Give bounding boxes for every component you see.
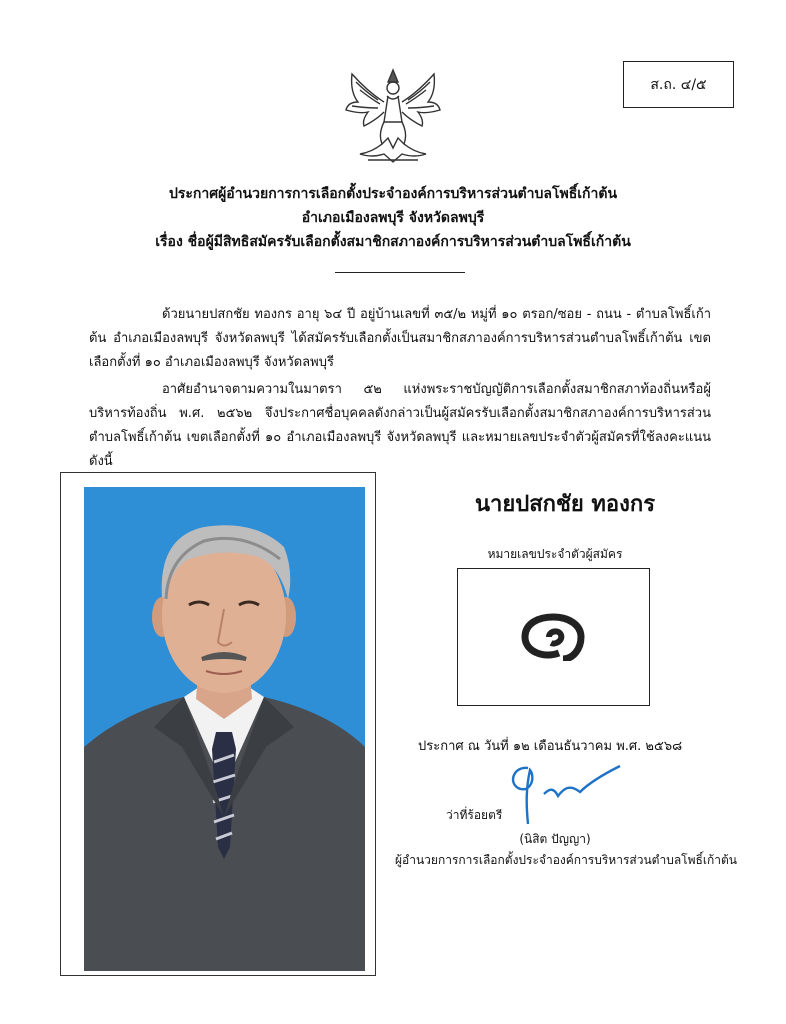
heading-divider xyxy=(335,272,465,273)
form-code-box xyxy=(623,61,734,108)
garuda-emblem-icon xyxy=(338,62,448,170)
candidate-number-container xyxy=(457,568,650,706)
signer-name: (นิสิต ปัญญา) xyxy=(519,832,591,846)
candidate-number xyxy=(519,613,589,661)
signer-rank: ว่าที่ร้อยตรี xyxy=(446,808,503,822)
form-code: ส.ถ. ๔/๕ xyxy=(650,76,707,93)
heading-line-1: ประกาศผู้อำนวยการการเลือกตั้งประจำองค์การบริหารส่วนตำบลโพธิ์เก้าต้น xyxy=(168,186,618,202)
announcement-date: ประกาศ ณ วันที่ ๑๒ เดือนธันวาคม พ.ศ. ๒๕๖๘ xyxy=(418,739,683,754)
candidate-photo xyxy=(84,487,365,971)
signature xyxy=(500,748,630,828)
candidate-name: นายปสกชัย ทองกร xyxy=(474,492,656,517)
heading-line-2: อำเภอเมืองลพบุรี จังหวัดลพบุรี xyxy=(301,210,485,226)
signer-position: ผู้อำนวยการการเลือกตั้งประจำองค์การบริหารส่วนตำบลโพธิ์เก้าต้น xyxy=(395,853,737,867)
body-paragraph-1: ด้วยนายปสกชัย ทองกร อายุ ๖๔ ปี อยู่บ้านเลขที่ ๓๕/๒ หมู่ที่ ๑๐ ตรอก/ซอย - ถนน - ตำบลโพธิ์เก้าต้น อำเภอเมืองลพบุรี จังหวัดลพบุรี ได้สมัครรับเลือกตั้งเป็นสมาชิกสภาองค์การบริหารส่วนตำบลโพธิ์เก้าต้น เขตเลือกตั้งที่ ๑๐ อำเภอเมืองลพบุรี จังหวัดลพบุรี xyxy=(89,307,711,370)
heading-subject: เรื่อง ชื่อผู้มีสิทธิสมัครรับเลือกตั้งสมาชิกสภาองค์การบริหารส่วนตำบลโพธิ์เก้าต้น xyxy=(155,234,631,250)
candidate-number-label: หมายเลขประจำตัวผู้สมัคร xyxy=(487,547,623,561)
body-paragraph-2: อาศัยอำนาจตามความในมาตรา ๕๒ แห่งพระราชบัญญัติการเลือกตั้งสมาชิกสภาท้องถิ่นหรือผู้บริหารท้องถิ่น พ.ศ. ๒๕๖๒ จึงประกาศชื่อบุคคลดังกล่าวเป็นผู้สมัครรับเลือกตั้งสมาชิกสภาองค์การบริหารส่วนตำบลโพธิ์เก้าต้น เขตเลือกตั้งที่ ๑๐ อำเภอเมืองลพบุรี จังหวัดลพบุรี และหมายเลขประจำตัวผู้สมัครที่ใช้ลงคะแนน ดังนี้ xyxy=(89,382,711,469)
